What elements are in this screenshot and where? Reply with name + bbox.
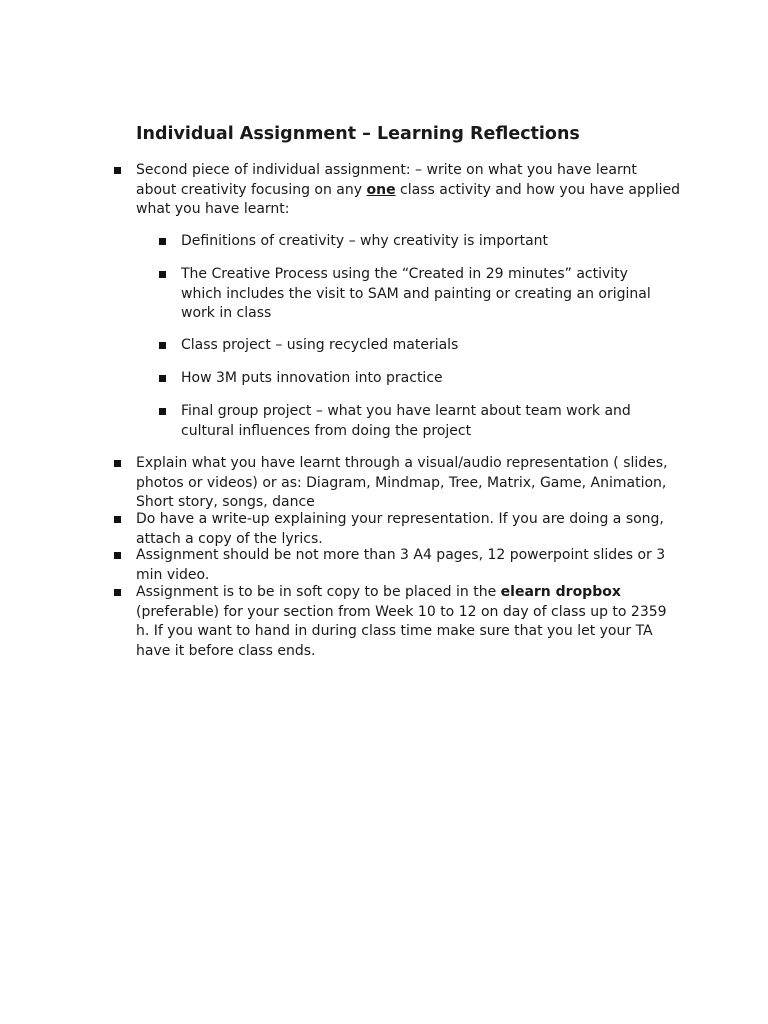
intro-text-before: Second piece of individual assignment: – write on what you have learnt about creativity focusing on any (136, 162, 637, 198)
list-item-intro (136, 161, 681, 220)
square-bullet-icon (159, 238, 166, 245)
intro-emphasis: one (366, 181, 396, 198)
list-item-submission (136, 583, 681, 661)
square-bullet-icon (159, 408, 166, 415)
square-bullet-icon (114, 460, 121, 467)
length-text: Assignment should be not more than 3 A4 pages, 12 powerpoint slides or 3 min video. (136, 547, 666, 583)
list-item-writeup (136, 510, 681, 549)
list-item-explain (136, 454, 681, 513)
writeup-text: Do have a write-up explaining your representation. If you are doing a song, attach a copy of the lyrics. (136, 511, 664, 547)
sub-list-item (181, 265, 671, 324)
intro-text-after: class activity and how you have applied what you have learnt: (136, 181, 681, 218)
sub-list-item (181, 402, 671, 441)
sub-item-text: How 3M puts innovation into practice (181, 370, 443, 386)
square-bullet-icon (159, 342, 166, 349)
list-item-length (136, 546, 681, 585)
sub-list-item (181, 369, 671, 389)
sub-item-text: The Creative Process using the “Created in 29 minutes” activity which includes the visit to SAM and painting or creating an original work in class (181, 266, 651, 322)
explain-text: Explain what you have learnt through a visual/audio representation ( slides, photos or videos) or as: Diagram, Mindmap, Tree, Matrix, Game, Animation, Short story, songs, dance (136, 455, 668, 511)
submission-text (136, 583, 681, 661)
document-title: Individual Assignment – Learning Reflections (136, 124, 580, 144)
square-bullet-icon (114, 516, 121, 523)
sub-item-text: Class project – using recycled materials (181, 337, 459, 353)
sub-list-item (181, 336, 671, 356)
intro-text (136, 161, 681, 220)
sub-list-item (181, 232, 671, 252)
square-bullet-icon (159, 375, 166, 382)
submission-text-after: (preferable) for your section from Week 10 to 12 on day of class up to 2359 h. If you want to hand in during class time make sure that you let your TA have it before class ends. (136, 603, 667, 659)
square-bullet-icon (159, 271, 166, 278)
square-bullet-icon (114, 167, 121, 174)
sub-item-text: Final group project – what you have learnt about team work and cultural influences from doing the project (181, 403, 631, 439)
square-bullet-icon (114, 552, 121, 559)
sub-item-text: Definitions of creativity – why creativity is important (181, 233, 549, 249)
submission-emphasis: elearn dropbox (500, 584, 621, 600)
square-bullet-icon (114, 589, 121, 596)
submission-text-before: Assignment is to be in soft copy to be placed in the (136, 584, 501, 600)
